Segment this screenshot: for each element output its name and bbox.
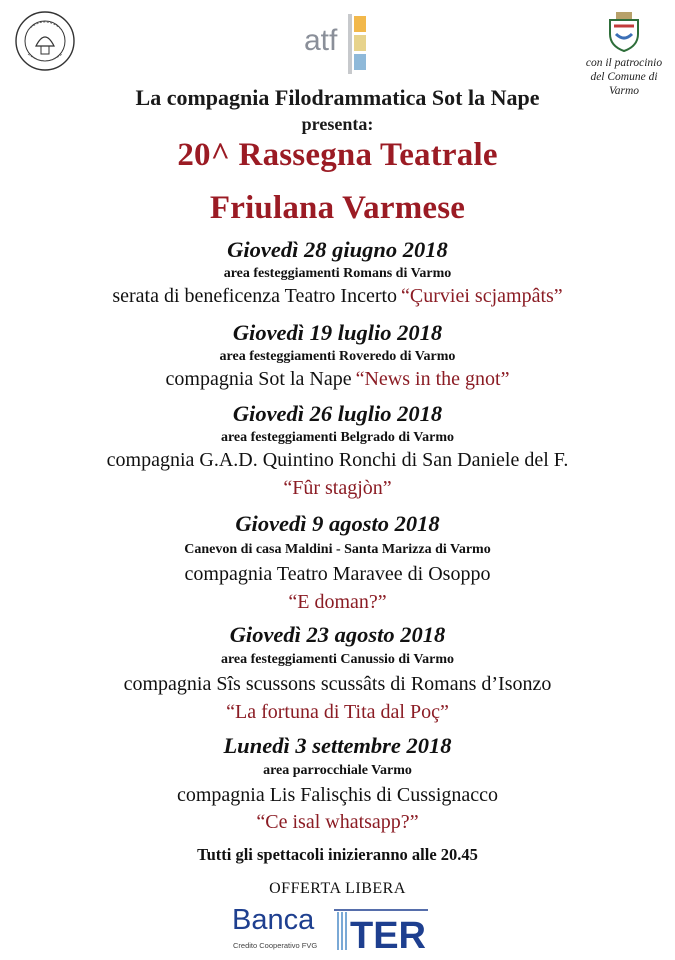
- patronage-line: Varmo: [608, 85, 640, 97]
- event-show-title: “News in the gnot”: [355, 368, 510, 390]
- event-show-title: “Fûr stagjòn”: [283, 477, 392, 499]
- patronage-line: con il patrocinio: [585, 57, 663, 69]
- presenting-company: La compagnia Filodrammatica Sot la Nape: [135, 85, 540, 110]
- event-venue: area festeggiamenti Belgrado di Varmo: [220, 430, 455, 445]
- svg-text:atf: atf: [304, 24, 338, 57]
- event-company: compagnia G.A.D. Quintino Ronchi di San Daniele del F.: [106, 449, 569, 471]
- sponsor-brand-mark: TER: [350, 915, 426, 952]
- event-line: [0, 368, 675, 391]
- event-date: Giovedì 26 luglio 2018: [232, 401, 443, 426]
- event-date: Lunedì 3 settembre 2018: [223, 733, 452, 758]
- event-venue: area festeggiamenti Canussio di Varmo: [220, 652, 455, 667]
- event-venue: Canevon di casa Maldini - Santa Marizza di Varmo: [184, 542, 491, 557]
- event-date: Giovedì 23 agosto 2018: [229, 622, 446, 647]
- event-date: Giovedì 28 giugno 2018: [227, 237, 448, 262]
- patronage-line: del Comune di: [590, 71, 658, 83]
- festival-title: 20^ Rassegna Teatrale: [177, 137, 498, 173]
- event-date: Giovedì 9 agosto 2018: [235, 511, 440, 536]
- event-company: serata di beneficenza Teatro Incerto: [112, 285, 398, 307]
- event-show-title: “Çurviei scjampâts”: [401, 285, 563, 307]
- event-date: Giovedì 19 luglio 2018: [232, 320, 443, 345]
- event-company: compagnia Teatro Maravee di Osoppo: [184, 563, 491, 585]
- filodrammatica-seal-logo: [14, 10, 76, 72]
- event-venue: area parrocchiale Varmo: [263, 763, 412, 778]
- event-show-title: “Ce isal whatsapp?”: [256, 811, 419, 833]
- event-line: [0, 285, 675, 308]
- presenta-label: presenta:: [301, 114, 374, 134]
- varmo-coat-of-arms-icon: [606, 12, 642, 52]
- event-company: compagnia Lis Falisçhis di Cussignacco: [176, 784, 499, 806]
- banca-ter-logo: [334, 906, 430, 952]
- sponsor-subtitle: Credito Cooperativo FVG: [233, 941, 318, 950]
- festival-subtitle: Friulana Varmese: [209, 190, 466, 226]
- event-company: compagnia Sot la Nape: [165, 368, 352, 390]
- start-time-note: Tutti gli spettacoli inizieranno alle 20.45: [197, 845, 478, 864]
- event-venue: area festeggiamenti Roveredo di Varmo: [219, 349, 456, 364]
- atf-logo: [300, 8, 370, 80]
- sponsor-brand: Banca: [232, 904, 315, 936]
- event-venue: area festeggiamenti Romans di Varmo: [223, 266, 452, 281]
- event-show-title: “E doman?”: [288, 591, 387, 613]
- event-company: compagnia Sîs scussons scussâts di Romans d’Isonzo: [123, 673, 552, 695]
- event-show-title: “La fortuna di Tita dal Poç”: [226, 701, 449, 723]
- free-offer-label: OFFERTA LIBERA: [269, 880, 406, 897]
